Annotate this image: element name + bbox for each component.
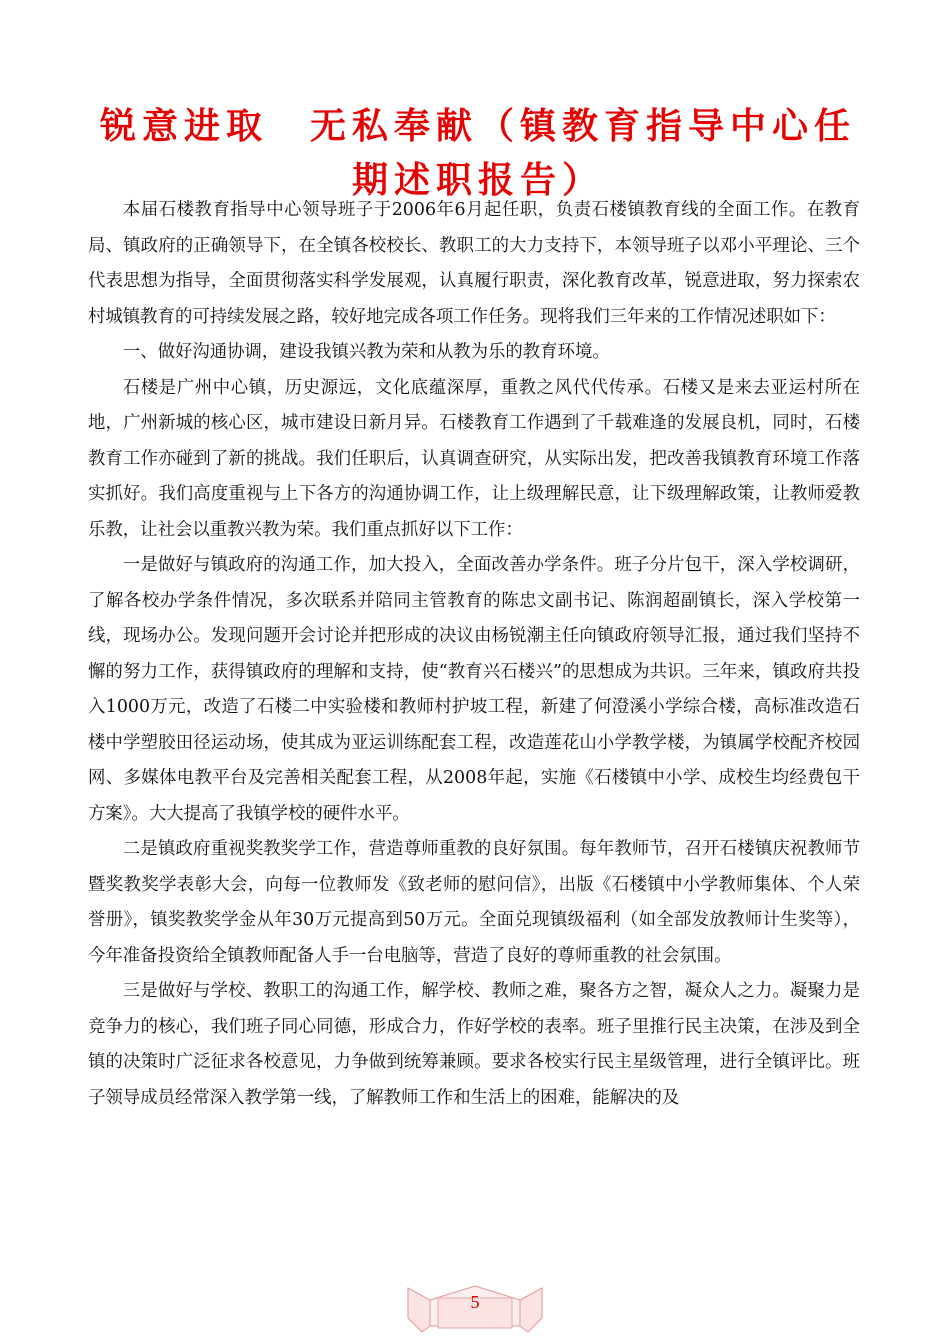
document-body <box>88 193 860 1116</box>
paragraph-background: 石楼是广州中心镇，历史源远，文化底蕴深厚，重教之风代代传承。石楼又是来去亚运村所在地，广州新城的核心区，城市建设日新月异。石楼教育工作遇到了千载难逢的发展良机，同时，石楼教育工作亦碰到了新的挑战。我们任职后，认真调查研究，从实际出发，把改善我镇教育环境工作落实抓好。我们高度重视与上下各方的沟通协调工作，让上级理解民意，让下级理解政策，让教师爱教乐教，让社会以重教兴教为荣。我们重点抓好以下工作： <box>88 377 860 540</box>
page-number-badge <box>400 1282 550 1334</box>
paragraph-point-two: 二是镇政府重视奖教奖学工作，营造尊师重教的良好氛围。每年教师节，召开石楼镇庆祝教师节暨奖教奖学表彰大会，向每一位教师发《致老师的慰问信》，出版《石楼镇中小学教师集体、个人荣誉册》，镇奖教奖学金从年30万元提高到50万元。全面兑现镇级福利（如全部发放教师计生奖等），今年准备投资给全镇教师配备人手一台电脑等，营造了良好的尊师重教的社会氛围。 <box>88 839 860 966</box>
document-title: 锐意进取 无私奉献（镇教育指导中心任期述职报告） <box>99 106 856 201</box>
paragraph-section-heading: 一、做好沟通协调，建设我镇兴教为荣和从教为乐的教育环境。 <box>122 342 610 362</box>
paragraph-point-three: 三是做好与学校、教职工的沟通工作，解学校、教师之难，聚各方之智，凝众人之力。凝聚力是竞争力的核心，我们班子同心同德，形成合力，作好学校的表率。班子里推行民主决策，在涉及到全镇的决策时广泛征求各校意见，力争做到统筹兼顾。要求各校实行民主星级管理，进行全镇评比。班子领导成员经常深入教学第一线，了解教师工作和生活上的困难，能解决的及 <box>88 981 860 1108</box>
paragraph-intro: 本届石楼教育指导中心领导班子于2006年6月起任职，负责石楼镇教育线的全面工作。在教育局、镇政府的正确领导下，在全镇各校校长、教职工的大力支持下，本领导班子以邓小平理论、三个代表思想为指导，全面贯彻落实科学发展观，认真履行职责，深化教育改革，锐意进取，努力探索农村城镇教育的可持续发展之路，较好地完成各项工作任务。现将我们三年来的工作情况述职如下： <box>88 200 860 327</box>
page-number: 5 <box>470 1292 480 1312</box>
paragraph-point-one: 一是做好与镇政府的沟通工作，加大投入，全面改善办学条件。班子分片包干，深入学校调研，了解各校办学条件情况，多次联系并陪同主管教育的陈忠文副书记、陈润超副镇长，深入学校第一线，现场办公。发现问题开会讨论并把形成的决议由杨锐潮主任向镇政府领导汇报，通过我们坚持不懈的努力工作，获得镇政府的理解和支持，使“教育兴石楼兴”的思想成为共识。三年来，镇政府共投入1000万元，改造了石楼二中实验楼和教师村护坡工程，新建了何澄溪小学综合楼，高标准改造石楼中学塑胶田径运动场，使其成为亚运训练配套工程，改造莲花山小学教学楼，为镇属学校配齐校园网、多媒体电教平台及完善相关配套工程，从2008年起，实施《石楼镇中小学、成校生均经费包干方案》。大大提高了我镇学校的硬件水平。 <box>88 555 860 824</box>
